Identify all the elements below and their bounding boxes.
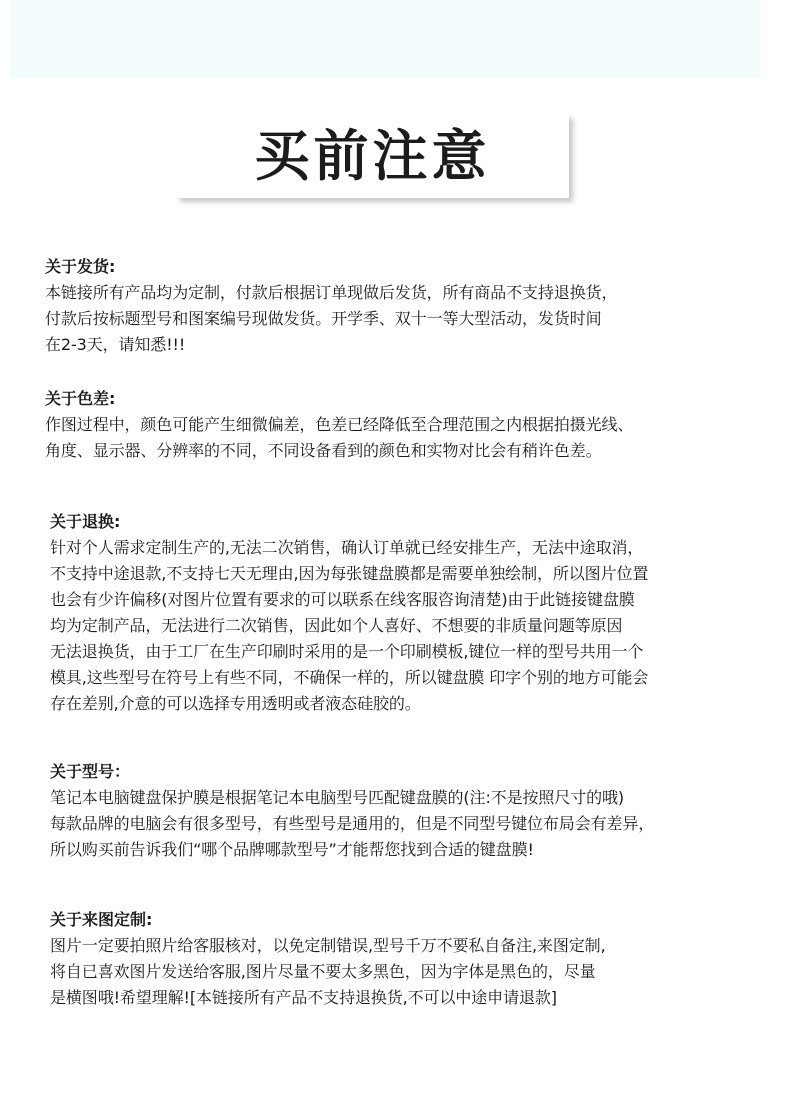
section-color-difference [45, 386, 765, 464]
section-line: 图片一定要拍照片给客服核对，以免定制错误,型号千万不要私自备注,来图定制, [50, 936, 606, 955]
section-line: 作图过程中，颜色可能产生细微偏差，色差已经降低至合理范围之内根据拍摄光线、 [45, 415, 634, 434]
section-line: 无法退换货，由于工厂在生产印刷时采用的是一个印刷模板,键位一样的型号共用一个 [50, 642, 644, 661]
section-custom-image [50, 907, 770, 1011]
section-shipping [45, 254, 765, 358]
section-line: 均为定制产品，无法进行二次销售，因此如个人喜好、不想要的非质量问题等原因 [50, 616, 623, 635]
section-line: 是横图哦!希望理解![本链接所有产品不支持退换货,不可以中途申请退款] [50, 988, 557, 1007]
section-line: 存在差别,介意的可以选择专用透明或者液态硅胶的。 [50, 694, 421, 713]
section-line: 本链接所有产品均为定制，付款后根据订单现做后发货，所有商品不支持退换货， [45, 283, 618, 302]
page-title: 买前注意 [254, 123, 491, 188]
section-line: 模具,这些型号在符号上有些不同，不确保一样的，所以键盘膜 印字个别的地方可能会 [50, 668, 649, 687]
section-heading: 关于退换: [50, 512, 121, 531]
section-line: 不支持中途退款,不支持七天无理由,因为每张键盘膜都是需要单独绘制，所以图片位置 [50, 564, 649, 583]
section-line: 在2-3天，请知悉!!! [45, 335, 186, 354]
section-line: 所以购买前告诉我们“哪个品牌哪款型号”才能帮您找到合适的键盘膜! [50, 840, 534, 859]
section-heading: 关于型号： [50, 762, 131, 781]
section-line: 每款品牌的电脑会有很多型号，有些型号是通用的，但是不同型号键位布局会有差异， [50, 814, 655, 833]
section-heading: 关于来图定制: [50, 910, 153, 929]
section-heading: 关于发货: [45, 257, 116, 276]
section-model [50, 759, 770, 863]
section-returns [50, 509, 770, 717]
section-line: 针对个人需求定制生产的,无法二次销售，确认订单就已经安排生产，无法中途取消， [50, 538, 644, 557]
section-line: 付款后按标题型号和图案编号现做发货。开学季、双十一等大型活动，发货时间 [45, 309, 602, 328]
title-box [176, 114, 569, 198]
section-line: 将自已喜欢图片发送给客服,图片尽量不要太多黑色，因为字体是黑色的，尽量 [50, 962, 596, 981]
section-line: 笔记本电脑键盘保护膜是根据笔记本电脑型号匹配键盘膜的(注:不是按照尺寸的哦) [50, 788, 625, 807]
top-banner-band [10, 0, 760, 78]
section-line: 也会有少许偏移(对图片位置有要求的可以联系在线客服咨询清楚)由于此链接键盘膜 [50, 590, 635, 609]
section-heading: 关于色差: [45, 389, 116, 408]
section-line: 角度、显示器、分辨率的不同，不同设备看到的颜色和实物对比会有稍许色差。 [45, 441, 602, 460]
